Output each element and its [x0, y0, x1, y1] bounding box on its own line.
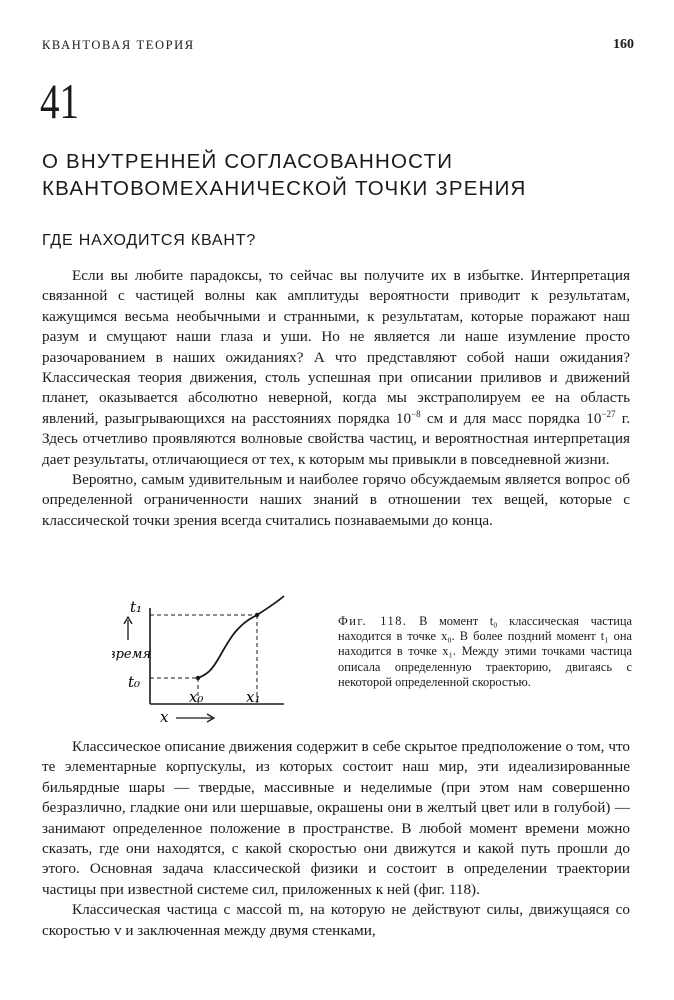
start-point — [196, 676, 200, 680]
chapter-title-line-1: О ВНУТРЕННЕЙ СОГЛАСОВАННОСТИ — [42, 150, 454, 173]
exponent-length: −8 — [411, 408, 421, 419]
end-point — [255, 613, 259, 617]
paragraph-4: Классическая частица с массой m, на которую не действуют силы, движущаяся со скоростью v и заключенная между двумя стенками, — [42, 901, 630, 939]
label-time: время — [112, 647, 151, 662]
paragraph-1-part-1: Если вы любите парадоксы, то сейчас вы получите их в избытке. Интерпретация связанной с частицей волны как амплитуды вероятности приводит к результатам, кажущимся весьма необычными и странными, к результатам, которые поражают наш разум и смущают наши глаза и уши. Но не является ли наше изумление просто разочарованием в наших ожиданиях? А что представляют собой наши ожидания? Классическая теория движения, столь успешная при описании приливов и движений планет, оказывается абсолютно неверной, когда мы экстраполируем ее на область явлений, разыгрывающихся на расстояниях порядка 10 — [42, 267, 630, 427]
figure-caption — [338, 614, 632, 690]
label-x1: x₁ — [246, 688, 261, 706]
label-t0: t₀ — [128, 673, 141, 691]
caption-label: Фиг. 118. — [338, 614, 408, 628]
trajectory-diagram — [112, 590, 312, 730]
section-heading: ГДЕ НАХОДИТСЯ КВАНТ? — [42, 232, 257, 249]
label-x0: x₀ — [189, 688, 204, 706]
chapter-title-line-2: КВАНТОВОМЕХАНИЧЕСКОЙ ТОЧКИ ЗРЕНИЯ — [42, 177, 527, 200]
paragraph-1-part-2: см и для масс порядка 10 — [420, 409, 602, 427]
body-text-upper — [42, 266, 630, 531]
paragraph-1 — [42, 266, 630, 470]
paragraph-2: Вероятно, самым удивительным и наиболее горячо обсуждаемым является вопрос об определенной ограниченности наших знаний в отношении тех вещей, которые с классической точки зрения всегда считались познаваемыми до конца. — [42, 471, 630, 529]
paragraph-3: Классическое описание движения содержит в себе скрытое предположение о том, что те элементарные корпускулы, из которых состоит наш мир, эти идеализированные бильярдные шары — твердые, массивные и неделимые (при этом нам совершенно безразлично, гладкие они или шершавые, окрашены они в желтый цвет или в голубой) — занимают определенное положение в пространстве. В любой момент времени можно сказать, где они находятся, с какой скоростью они движутся и какой путь прошли до этого. Основная задача классической физики и состоит в определении траектории частицы при известной системе сил, приложенных к ней (фиг. 118). — [42, 738, 630, 898]
label-t1: t₁ — [130, 598, 143, 616]
caption-text: В момент t₀ классическая частица находится в точке x₀. В более поздний момент t₁ она находится в точке x₁. Между этими точками частица описала определенную траекторию, двигаясь с некоторой определенной скоростью. — [338, 614, 632, 689]
label-x-axis: x — [160, 708, 169, 726]
page-number: 160 — [613, 37, 634, 52]
exponent-mass: −27 — [601, 408, 616, 419]
chapter-title — [42, 148, 642, 202]
running-head: КВАНТОВАЯ ТЕОРИЯ — [42, 38, 195, 52]
body-text-lower — [42, 737, 630, 941]
paragraph-1-part-3: г. Здесь отчетливо проявляются волновые свойства частиц, и вероятностная интерпретация дает результаты, отличающиеся от тех, к которым мы привыкли в повседневной жизни. — [42, 409, 631, 468]
trajectory-curve — [198, 596, 284, 678]
figure-118 — [112, 590, 312, 730]
chapter-number: 41 — [40, 73, 79, 129]
